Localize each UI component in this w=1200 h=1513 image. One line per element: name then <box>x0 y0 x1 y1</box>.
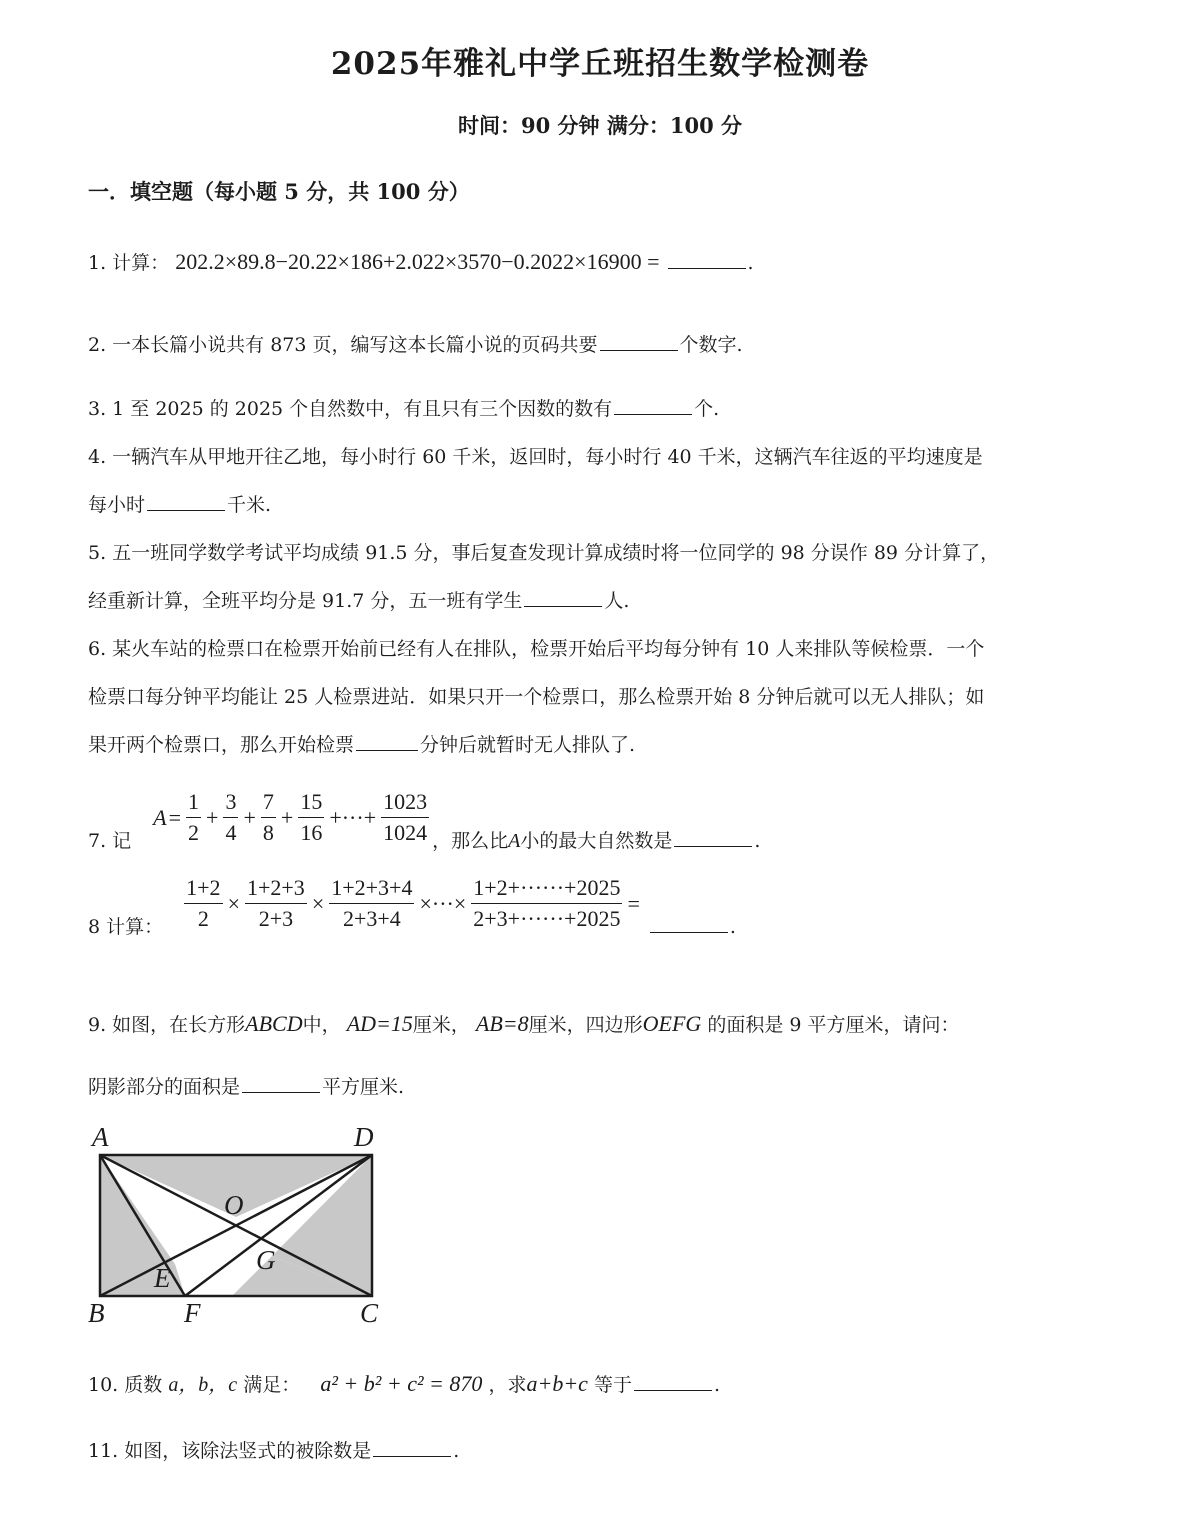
label-g: G <box>256 1245 276 1275</box>
q10-end: . <box>714 1374 721 1396</box>
answer-blank[interactable] <box>634 1372 712 1391</box>
q11-text: 11. 如图，该除法竖式的被除数是 <box>88 1440 372 1462</box>
q4-text: 每小时 <box>88 494 146 516</box>
q9-text: 的面积是 9 平方厘米，请问： <box>707 1014 960 1036</box>
question-6-line-1: 6. 某火车站的检票口在检票开始前已经有人在排队，检票开始后平均每分钟有 10 人来排队等候检票．一个 <box>88 638 985 660</box>
question-6-line-2: 检票口每分钟平均能让 25 人检票进站．如果只开一个检票口，那么检票开始 8 分钟后就可以无人排队；如 <box>88 686 985 708</box>
q9-text: 阴影部分的面积是 <box>88 1076 241 1098</box>
q2-text: 2. 一本长篇小说共有 873 页，编写这本长篇小说的页码共要 <box>88 334 598 356</box>
q6-text: 果开两个检票口，那么开始检票 <box>88 734 355 756</box>
q5-text-after: 人. <box>604 590 630 612</box>
q9-math: AD=15 <box>346 1011 413 1036</box>
fraction: $\frac{3}{4}$ <box>225 789 237 845</box>
q8-tail: . <box>648 914 736 938</box>
q7-var: A <box>153 804 167 830</box>
q9-math: ABCD <box>245 1011 303 1036</box>
q6-text-after: 分钟后就暂时无人排队了. <box>420 734 636 756</box>
ellipsis: +···+ <box>329 804 377 830</box>
fraction: $\frac{15}{16}$ <box>300 789 323 845</box>
q10-equation: a² + b² + c² = 870 <box>320 1371 483 1396</box>
label-c: C <box>360 1298 379 1328</box>
q7-prefix: 7. 记 <box>88 830 132 852</box>
plus-sign: + <box>280 804 294 830</box>
q3-text: 3. 1 至 2025 的 2025 个自然数中，有且只有三个因数的数有 <box>88 398 613 420</box>
q9-text: 厘米，四边形 <box>528 1014 643 1036</box>
plus-sign: + <box>243 804 256 830</box>
exam-subtitle: 时间：90 分钟 满分：100 分 <box>458 113 742 138</box>
q10-ask-expr: a+b+c <box>526 1371 588 1396</box>
q9-text: 中， <box>302 1014 341 1036</box>
question-11 <box>88 1436 459 1463</box>
q10-text: ，求 <box>488 1374 527 1396</box>
fraction: $\frac{1+2}{2}$ <box>186 875 221 931</box>
question-5-line-1: 5. 五一班同学数学考试平均成绩 91.5 分，事后复查发现计算成绩时将一位同学的 98 分误作 89 分计算了， <box>88 542 1000 564</box>
q9-math: AB=8 <box>475 1011 529 1036</box>
q2-text-after: 个数字. <box>679 334 743 356</box>
q9-text: 厘米， <box>412 1014 470 1036</box>
ellipsis: ×···× <box>419 890 467 916</box>
q10-text: 满足： <box>243 1374 301 1396</box>
times-sign: × <box>227 890 240 916</box>
fraction: $\frac{7}{8}$ <box>262 789 274 845</box>
label-b: B <box>88 1298 105 1328</box>
q7-eq: = <box>168 804 182 830</box>
fraction: $\frac{1+2+3+4}{2+3+4}$ <box>331 875 413 931</box>
question-4-line-1: 4. 一辆汽车从甲地开往乙地，每小时行 60 千米，返回时，每小时行 40 千米，这辆汽车往返的平均速度是 <box>88 446 983 468</box>
q10-text: 等于 <box>593 1374 632 1396</box>
label-e: E <box>154 1263 171 1293</box>
q10-text: 10. 质数 <box>88 1374 163 1396</box>
q9-text: 平方厘米. <box>322 1076 405 1098</box>
label-d: D <box>354 1122 374 1152</box>
q9-math: OEFG <box>642 1011 702 1036</box>
equals-sign: = <box>627 890 640 916</box>
fraction: $\frac{1023}{1024}$ <box>383 789 428 845</box>
answer-blank[interactable] <box>373 1438 451 1457</box>
q7-tail: ，那么比A小的最大自然数是 . <box>432 830 761 852</box>
question-10 <box>88 1368 720 1397</box>
plus-sign: + <box>206 804 219 830</box>
q1-expression: 202.2×89.8−20.22×186+2.022×3570−0.2022×16900 = <box>175 249 660 274</box>
q3-text-after: 个. <box>694 398 720 420</box>
label-f: F <box>184 1298 201 1328</box>
label-a: A <box>92 1122 109 1152</box>
exam-title: 2025年雅礼中学丘班招生数学检测卷 <box>330 46 870 82</box>
q9-text: 9. 如图，在长方形 <box>88 1014 246 1036</box>
section-heading: 一．填空题（每小题 5 分，共 100 分） <box>88 179 470 204</box>
q8-prefix: 8 计算： <box>88 916 164 938</box>
q11-end: . <box>453 1440 460 1462</box>
q1-suffix: . <box>747 252 754 274</box>
label-o: O <box>224 1190 244 1220</box>
q10-vars: a，b，c <box>168 1374 238 1396</box>
fraction: $\frac{1}{2}$ <box>188 789 200 845</box>
q4-text-after: 千米. <box>227 494 272 516</box>
q1-prefix: 1. 计算： <box>88 252 170 274</box>
fraction: $\frac{1+2+3}{2+3}$ <box>246 875 305 931</box>
times-sign: × <box>311 890 325 916</box>
q5-text: 经重新计算，全班平均分是 91.7 分，五一班有学生 <box>88 590 523 612</box>
fraction: $\frac{1+2+\cdot\cdot\cdot\cdot\cdot\cdot+2025}{2+3+\cdot\cdot\cdot\cdot\cdot\cdot+2025}$ <box>473 875 621 931</box>
